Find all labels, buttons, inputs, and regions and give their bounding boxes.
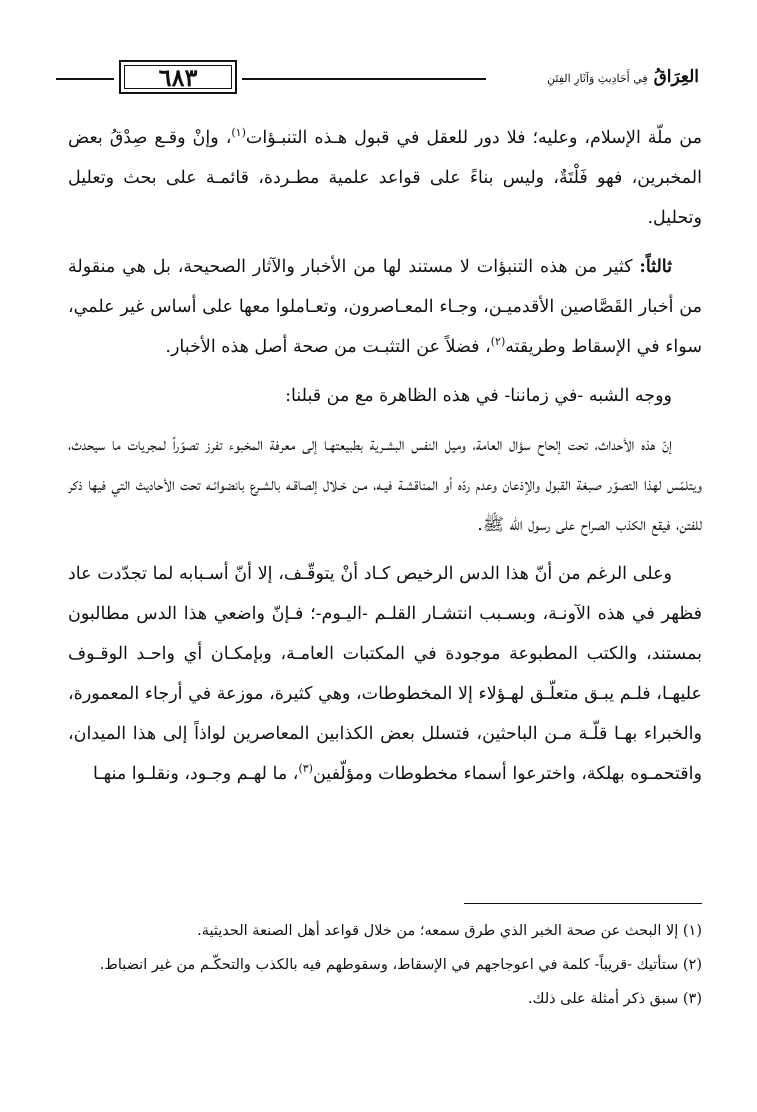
paragraph-5 — [68, 554, 702, 794]
paragraph-text: ووجه الشبه -في زماننا- في هذه الظاهرة مع من قبلنا: — [285, 386, 672, 406]
main-text — [68, 118, 702, 803]
paragraph-lead: ثالثاً: — [639, 257, 672, 277]
footnote-ref-3[interactable]: (٣) — [298, 762, 313, 776]
paragraph-4 — [68, 425, 702, 545]
footnote-3: (٣) سبق ذكر أمثلة على ذلك. — [527, 991, 702, 1007]
footnotes — [68, 916, 702, 1018]
footnote-separator — [464, 903, 702, 904]
book-title-main: العِرَاقُ — [653, 67, 699, 87]
running-book-title — [488, 62, 699, 92]
footnote-1: (١) إلا البحث عن صحة الخبر الذي طرق سمعه؛ من خلال قواعد أهل الصنعة الحديثية. — [197, 923, 702, 939]
footnote-ref-2[interactable]: (٢) — [490, 335, 506, 349]
paragraph-text-cont: ، ما لهـم وجـود، ونقلـوا منهـا — [93, 764, 299, 784]
paragraph-1 — [68, 118, 702, 238]
footnote-ref-1[interactable]: (١) — [231, 126, 246, 140]
header-rule-left — [56, 78, 114, 80]
paragraph-text: إنّ هذه الأحداث، تحت إلحاح سؤال العامة، وميل النفس البشـرية بطبيعتهـا إلى معرفة المخبوء تفرز تصوّراً لمجريات ما سيحدث، ويتلمّس لهذا التصوّر صبغة القبول والإذعان وعدم ردّه أو المناقشـة فيـه، مـن خـلال إلصاقـه بالشـرع بانضوائـه تحت الأحاديث التي فيها ذكر للفتن، فيقع الكذب الصراح على رسول الله ﷺ. — [68, 435, 702, 535]
page-number: ٦٨٣ — [158, 62, 198, 92]
paragraph-text: كثير من هذه التنبؤات لا مستند لها من الأخبار والآثار الصحيحة، بل هي منقولة من أخبار القَصَّاصين الأقدميـن، وجـاء المعـاصرون، وتعـاملوا معها على أساس غير علمي، سواء في الإسقاط وطريقته — [68, 257, 702, 357]
paragraph-text: وعلى الرغم من أنّ هذا الدس الرخيص كـاد أنْ يتوقّـف، إلا أنّ أسـبابه لما تجدّدت عاد فظهر في هذه الآونـة، وبسـبب انتشـار القلـم -اليـوم-؛ فـإنّ واضعي هذا الدس مطالبون بمستند، والكتب المطبوعة موجودة في المكتبات العامـة، وبإمكـان أي واحـد الوقـوف عليهـا، فلـم يبـق متعلّـق لهـؤلاء إلا المخطوطات، وهي كثيرة، موزعة في أرجاء المعمورة، والخبراء بهـا قلّـة مـن الباحثين، فتسلل بعض الكذابين المعاصرين لواذاً إلى هذا الميدان، واقتحمـوه بهلكة، واخترعوا أسماء مخطوطات ومؤلّفين — [68, 564, 702, 784]
paragraph-3 — [68, 376, 702, 416]
paragraph-2 — [68, 247, 702, 367]
footnote-2: (٢) ستأتيك -قريباً- كلمة في اعوجاجهم في الإسقاط، وسقوطهم فيه بالكذب والتحكّـم من غير انضباط. — [99, 957, 702, 973]
paragraph-text-cont: ، فضلاً عن التثبـت من صحة أصل هذه الأخبار. — [165, 337, 491, 357]
book-title-sub: فِي أَحَادِيثِ وَآثَارِ الفِتَنِ — [547, 72, 648, 85]
paragraph-text-cont: ، وإنْ وقـع صِدْقُ بعض المخبرين، فهو فَلْتَةٌ، وليس بناءً على قواعد علمية مطـردة، قائمـة على بحث وتعليل وتحليل. — [68, 128, 702, 228]
page-number-box — [119, 60, 237, 94]
paragraph-text: من ملّة الإسلام، وعليه؛ فلا دور للعقل في قبول هـذه التنبـؤات — [245, 128, 702, 148]
header-rule-right — [242, 78, 486, 80]
page-header — [56, 60, 699, 96]
